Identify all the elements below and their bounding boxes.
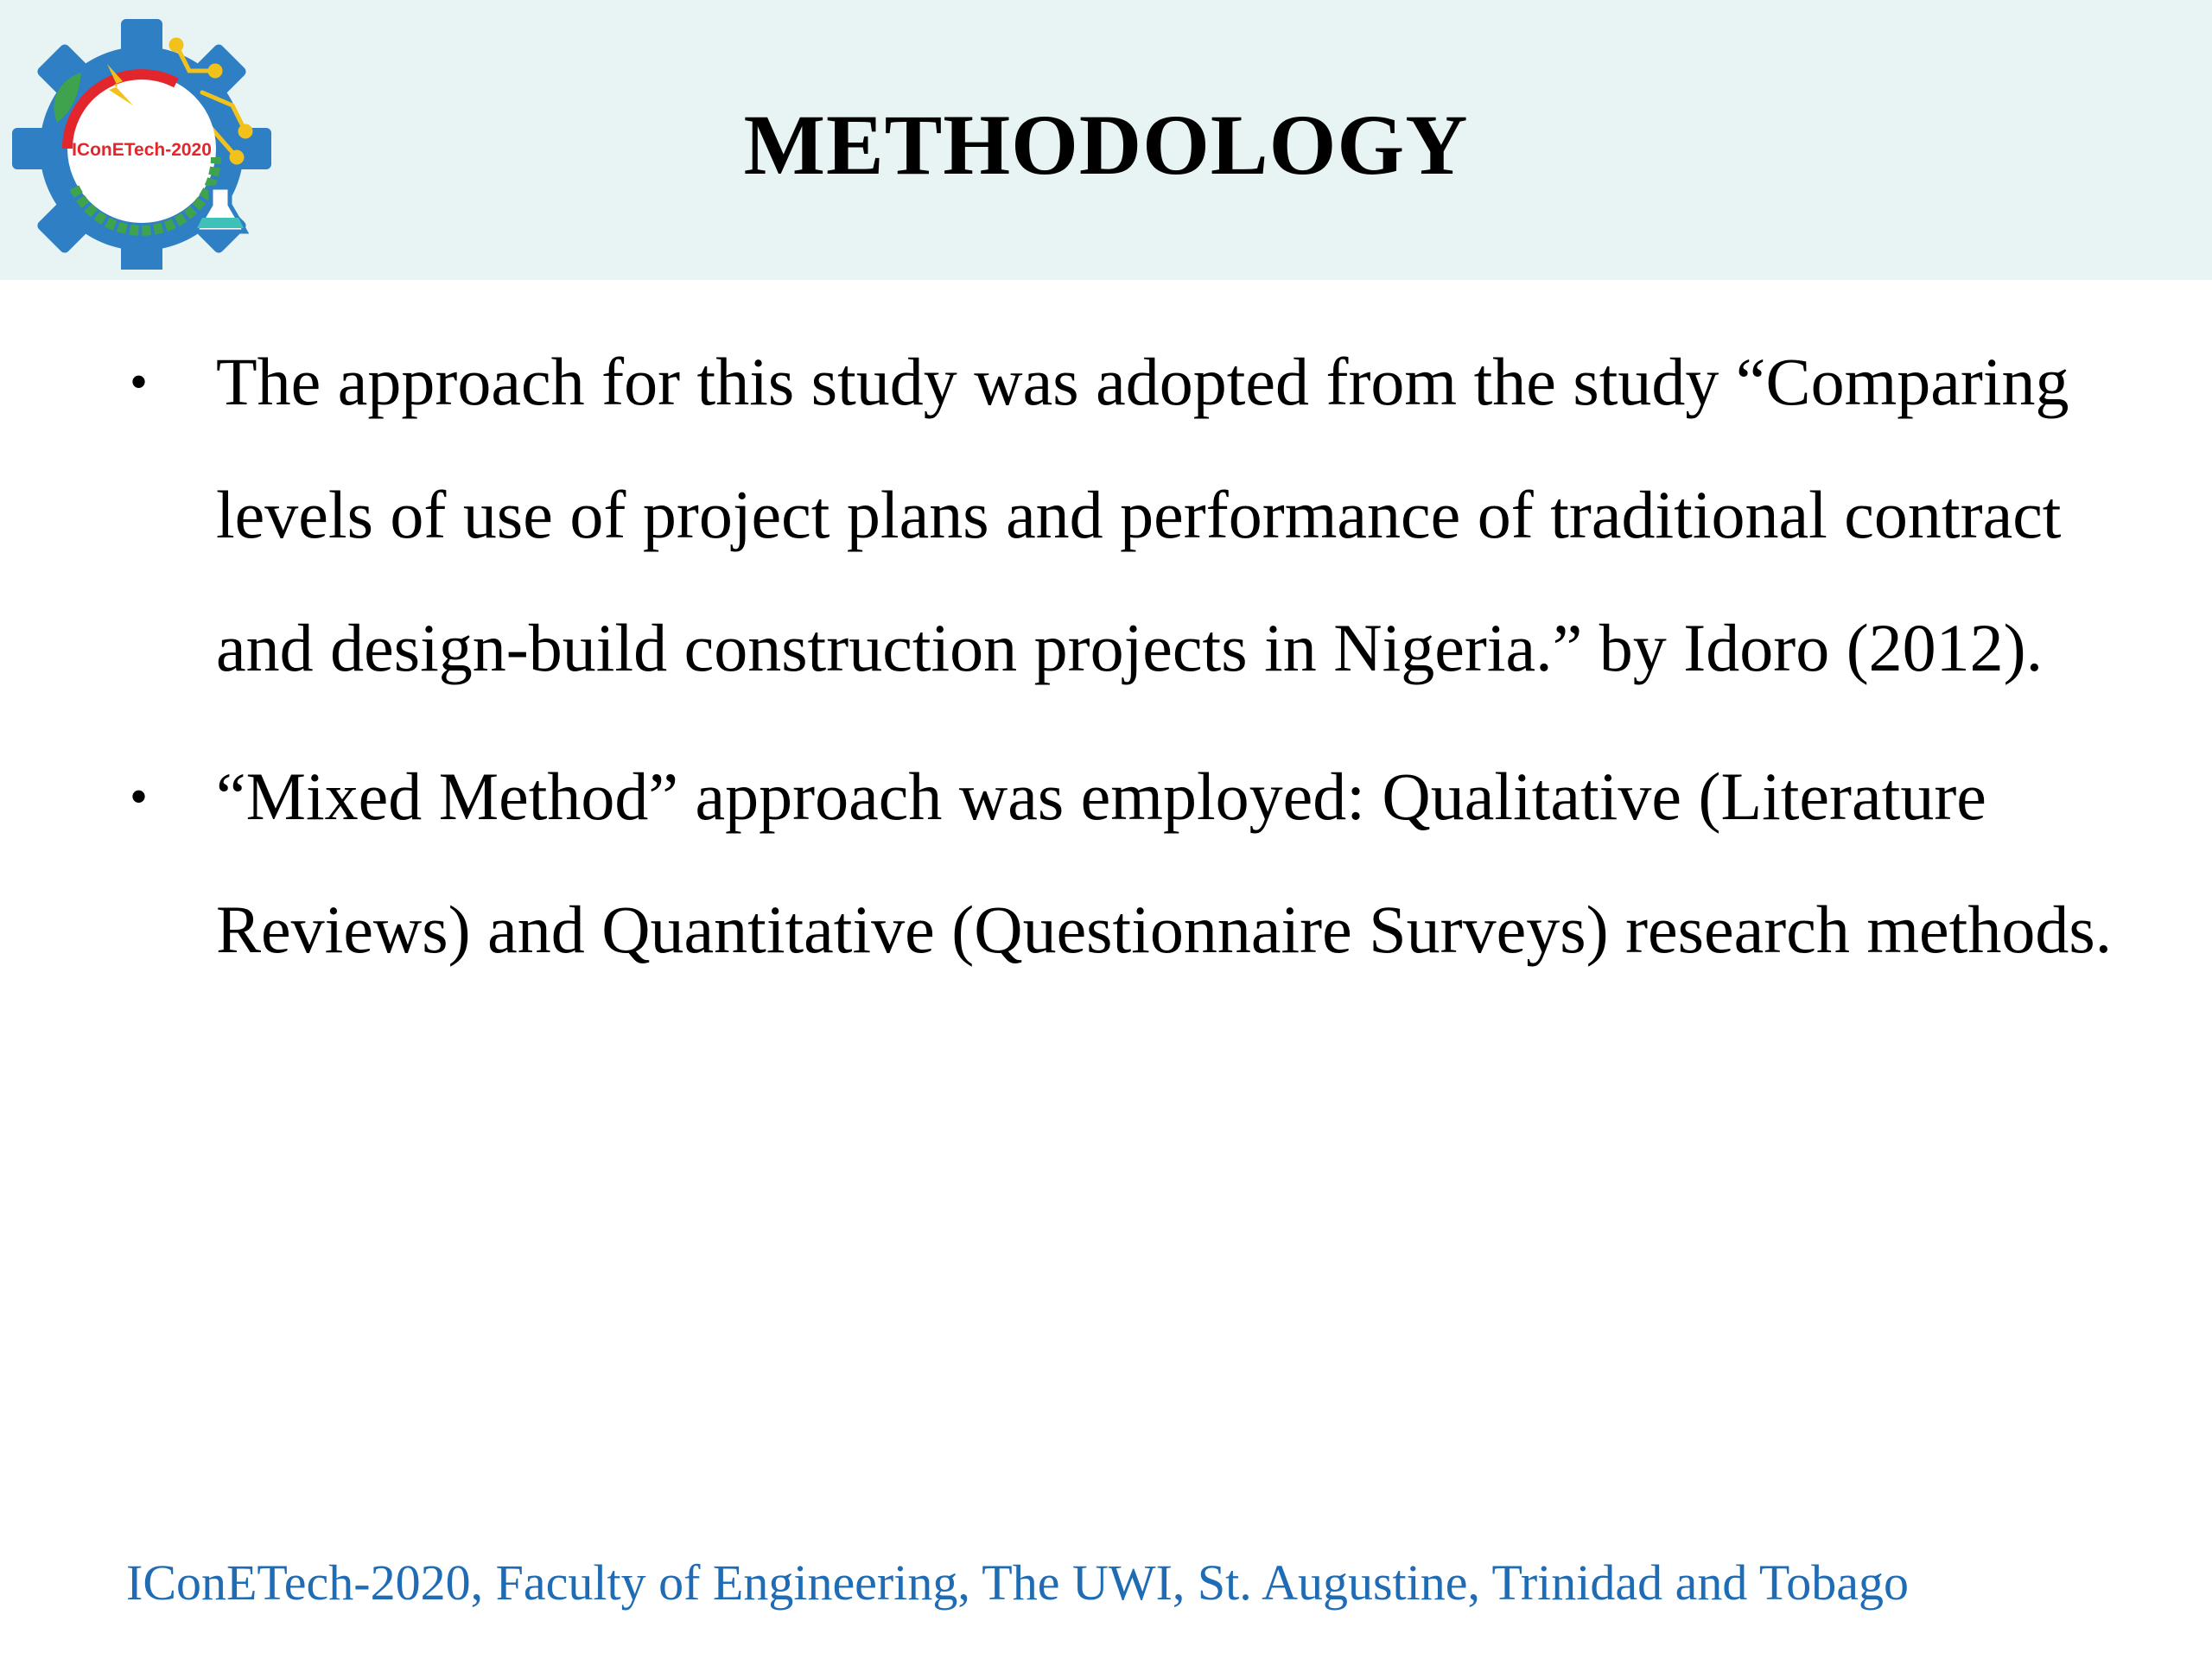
bullet-text: “Mixed Method” approach was employed: Qualitative (Literature Reviews) and Quantitative (Questionnaire Surveys) research methods. bbox=[216, 759, 2113, 967]
slide-title: METHODOLOGY bbox=[743, 97, 1469, 193]
logo-text: IConETech-2020 bbox=[72, 140, 212, 160]
bullet-list bbox=[130, 315, 2117, 996]
bullet-text: The approach for this study was adopted from the study “Comparing levels of use of project plans and performance of traditional contract and design-build construction projects in Nigeria.” by Idoro (2012). bbox=[216, 344, 2069, 685]
bullet-icon: • bbox=[130, 353, 149, 410]
bullet-item bbox=[130, 315, 2117, 715]
footer-text: IConETech-2020, Faculty of Engineering, The UWI, St. Augustine, Trinidad and Tobago bbox=[126, 1554, 1909, 1611]
bullet-item bbox=[130, 730, 2117, 996]
bullet-icon: • bbox=[130, 768, 149, 825]
